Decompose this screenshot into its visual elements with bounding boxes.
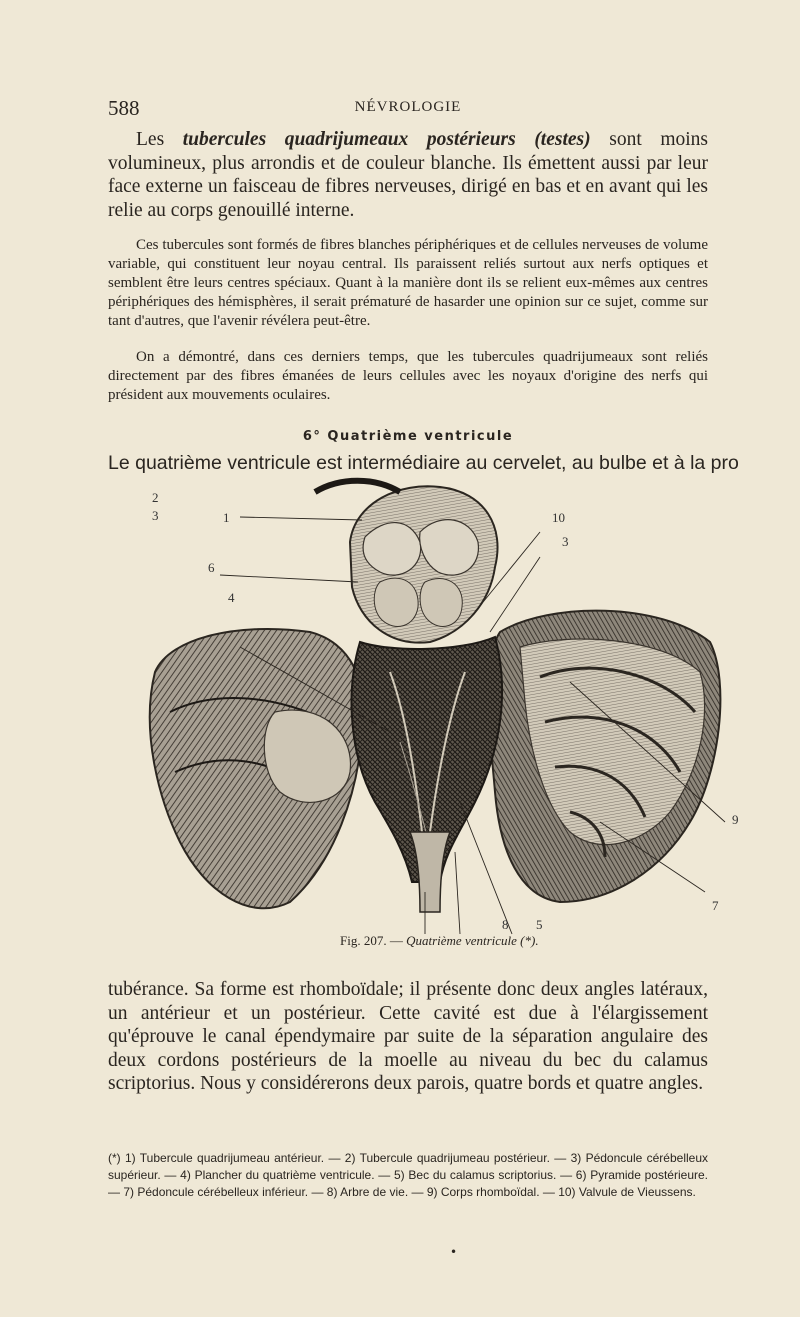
figure-label: 5	[536, 917, 543, 932]
paragraph-text: sont moins volumineux, plus arrondis et de couleur blanche. Ils émettent aussi par leur face externe un faisceau de fibres nerveuses, dirigé en bas et en avant qui les relie au corps genouillé interne.	[108, 129, 709, 221]
running-head	[108, 96, 708, 120]
figure-label: 3	[562, 534, 569, 549]
paragraph-structure-text: Ces tubercules sont formés de fibres blanches périphériques et de cellules nerveuses de volume variable, qui constituent leur noyau central. Ils paraissent reliés surtout aux nerfs optiques et semblent être leurs centres spéciaux. Quant à la manière dont ils se relient eux-mêmes aux centres périphériques des hémisphères, il serait prématuré de hasarder une opinion sur ce sujet, comme sur tant d'autres, que l'avenir révélera peut-être.	[108, 237, 708, 329]
figure-label: 7	[712, 898, 719, 913]
paragraph-demonstration	[108, 348, 708, 405]
section-intro-line: Le quatrième ventricule est intermédiaire au cervelet, au bulbe et à la pro	[108, 452, 739, 474]
footnote: (*) 1) Tubercule quadrijumeau antérieur. — 2) Tubercule quadrijumeau postérieur. — 3) Pédoncule cérébelleux supérieur. — 4) Plancher du quatrième ventricule. — 5) Bec du calamus scriptorius. — 6) Pyramide postérieure. — 7) Pédoncule cérébelleux inférieur. — 8) Arbre de vie. — 9) Corps rhomboïdal. — 10) Valvule de Vieussens.	[108, 1151, 708, 1199]
paragraph-structure	[108, 236, 708, 331]
figure-caption-dash: —	[386, 933, 407, 948]
figure-label: 9	[732, 812, 739, 827]
figure-caption	[340, 933, 539, 949]
figure-label: 3	[152, 508, 159, 523]
paragraph-testes	[108, 128, 708, 222]
figure-207	[100, 472, 740, 962]
figure-caption-title: Quatrième ventricule (*).	[406, 933, 539, 948]
paragraph-continuation: tubérance. Sa forme est rhomboïdale; il présente donc deux angles latéraux, un antérieur et un postérieur. Cette cavité est due à l'élargissement qu'éprouve le canal épendymaire par suite de la séparation angulaire des deux cordons postérieurs de la moelle au niveau du bec du calamus scriptorius. Nous y considérerons deux parois, quatre bords et quatre angles.	[108, 979, 708, 1094]
stray-mark: •	[450, 1245, 458, 1259]
figure-label: 2	[152, 490, 159, 505]
paragraph-testes-body	[108, 128, 708, 222]
figure-label: 10	[552, 510, 565, 525]
figure-label: 6	[208, 560, 215, 575]
figure-label: 1	[223, 510, 230, 525]
running-title: NÉVROLOGIE	[354, 99, 462, 115]
figure-caption-number: Fig. 207.	[340, 933, 387, 948]
figure-engraving	[100, 472, 740, 942]
paragraph-prefix: Les	[136, 129, 183, 150]
section-heading: 6° Quatrième ventricule	[302, 429, 514, 444]
page-number: 588	[108, 96, 140, 120]
figure-label: 8	[502, 917, 509, 932]
emphasis-tubercules: tubercules quadrijumeaux postérieurs (testes)	[182, 129, 591, 150]
figure-label: 4	[228, 590, 235, 605]
paragraph-demonstration-text: On a démontré, dans ces derniers temps, que les tubercules quadrijumeaux sont reliés directement par des fibres émanées de leurs cellules avec les noyaux d'origine des nerfs qui président aux mouvements oculaires.	[108, 349, 708, 403]
